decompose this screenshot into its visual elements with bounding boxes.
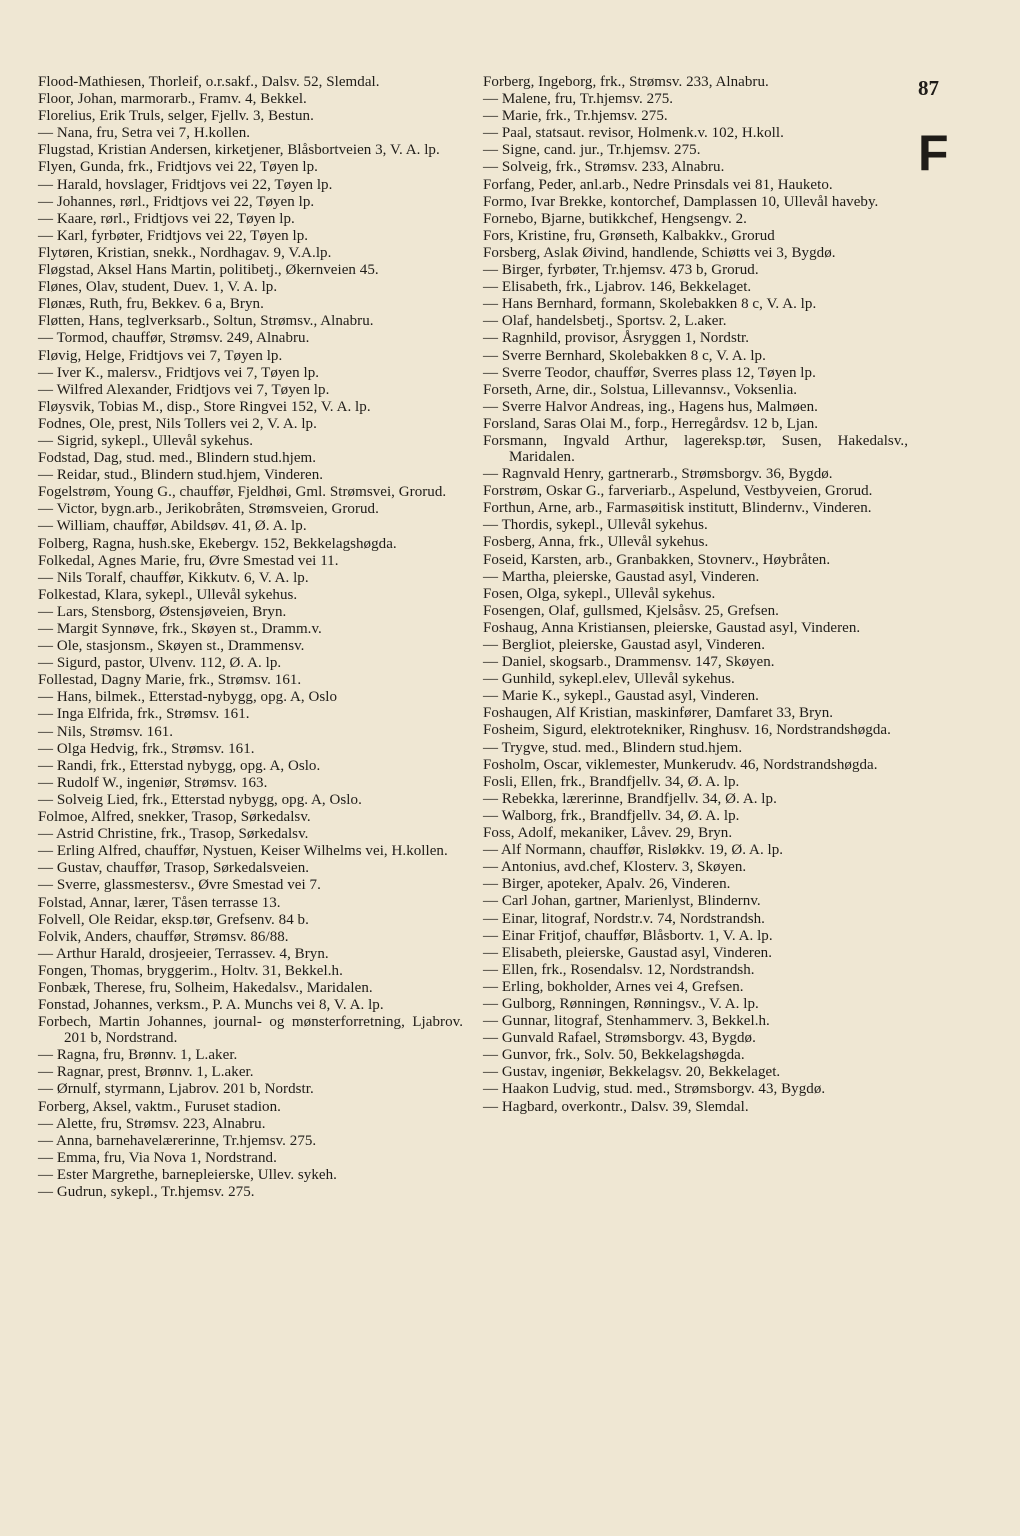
directory-entry: Forsland, Saras Olai M., forp., Herregårdsv. 12 b, Ljan. <box>483 415 819 432</box>
directory-entry: Folmoe, Alfred, snekker, Trasop, Sørkedalsv. <box>38 809 311 826</box>
directory-entry: — Signe, cand. jur., Tr.hjemsv. 275. <box>483 142 701 159</box>
directory-entry: — Walborg, frk., Brandfjellv. 34, Ø. A. lp. <box>483 807 740 824</box>
directory-entry: Flytøren, Kristian, snekk., Nordhagav. 9, V.A.lp. <box>38 244 332 261</box>
directory-entry: — Ragnar, prest, Brønnv. 1, L.aker. <box>38 1064 254 1081</box>
directory-entry: Fonstad, Johannes, verksm., P. A. Munchs vei 8, V. A. lp. <box>38 997 384 1014</box>
directory-entry: Flønes, Olav, student, Duev. 1, V. A. lp. <box>38 279 278 296</box>
directory-entry: — Emma, fru, Via Nova 1, Nordstrand. <box>38 1149 277 1166</box>
directory-entry: — Randi, frk., Etterstad nybygg, opg. A, Oslo. <box>38 757 321 774</box>
directory-entry: — Alette, fru, Strømsv. 223, Alnabru. <box>38 1115 266 1132</box>
directory-entry: — Einar, litograf, Nordstr.v. 74, Nordstrandsh. <box>483 910 765 927</box>
directory-entry: Formo, Ivar Brekke, kontorchef, Damplassen 10, Ullevål haveby. <box>483 193 879 210</box>
directory-entry: — Karl, fyrbøter, Fridtjovs vei 22, Tøyen lp. <box>38 227 309 244</box>
directory-entry: — Johannes, rørl., Fridtjovs vei 22, Tøyen lp. <box>38 193 315 210</box>
directory-entry: — Trygve, stud. med., Blindern stud.hjem. <box>483 739 743 756</box>
directory-entry: — Birger, apoteker, Apalv. 26, Vinderen. <box>483 876 731 893</box>
directory-entry: Fosheim, Sigurd, elektrotekniker, Ringhusv. 16, Nordstrandshøgda. <box>483 722 891 739</box>
directory-entry: — Malene, fru, Tr.hjemsv. 275. <box>483 91 674 108</box>
directory-entry: — Erling Alfred, chauffør, Nystuen, Keiser Wilhelms vei, H.kollen. <box>38 843 448 860</box>
directory-entry: Forberg, Ingeborg, frk., Strømsv. 233, Alnabru. <box>483 74 769 90</box>
directory-entry: — Sverre Bernhard, Skolebakken 8 c, V. A. lp. <box>483 347 766 364</box>
directory-entry: — Gunhild, sykepl.elev, Ullevål sykehus. <box>483 671 735 688</box>
directory-entry: — Tormod, chauffør, Strømsv. 249, Alnabru. <box>38 330 310 347</box>
directory-entry: — Ragna, fru, Brønnv. 1, L.aker. <box>38 1047 238 1064</box>
directory-entry: — Bergliot, pleierske, Gaustad asyl, Vinderen. <box>483 637 766 653</box>
directory-entry: — Iver K., malersv., Fridtjovs vei 7, Tøyen lp. <box>38 364 320 381</box>
directory-entry: Folvell, Ole Reidar, eksp.tør, Grefsenv. 84 b. <box>38 911 309 928</box>
directory-entry: — Kaare, rørl., Fridtjovs vei 22, Tøyen lp. <box>38 210 295 227</box>
directory-entry: — Gudrun, sykepl., Tr.hjemsv. 275. <box>38 1184 255 1200</box>
directory-entry: Fonbæk, Therese, fru, Solheim, Hakedalsv., Maridalen. <box>38 979 373 996</box>
directory-entry: — Ellen, frk., Rosendalsv. 12, Nordstrandsh. <box>483 961 755 978</box>
directory-entry: — Gustav, ingeniør, Bekkelagsv. 20, Bekkelaget. <box>483 1064 781 1081</box>
directory-entry: Fosengen, Olaf, gullsmed, Kjelsåsv. 25, Grefsen. <box>483 602 779 619</box>
directory-entry: Fodstad, Dag, stud. med., Blindern stud.hjem. <box>38 450 317 467</box>
directory-entry: — Harald, hovslager, Fridtjovs vei 22, Tøyen lp. <box>38 176 333 193</box>
directory-entry: Fløgstad, Aksel Hans Martin, politibetj., Økernveien 45. <box>38 262 379 279</box>
page-number: 87 <box>918 76 939 100</box>
directory-entry: — Gunnar, litograf, Stenhammerv. 3, Bekkel.h. <box>483 1013 770 1030</box>
directory-entry: — Solveig, frk., Strømsv. 233, Alnabru. <box>483 159 725 176</box>
directory-entry: — Astrid Christine, frk., Trasop, Sørkedalsv. <box>38 826 309 843</box>
directory-entry: — Anna, barnehavelærerinne, Tr.hjemsv. 275. <box>38 1132 317 1149</box>
right-column <box>483 74 908 1116</box>
directory-entry: — Ester Margrethe, barnepleierske, Ullev. sykeh. <box>38 1166 337 1183</box>
directory-entry: Flyen, Gunda, frk., Fridtjovs vei 22, Tøyen lp. <box>38 159 318 176</box>
directory-entry: — Elisabeth, pleierske, Gaustad asyl, Vinderen. <box>483 944 773 961</box>
directory-entry: — Marie K., sykepl., Gaustad asyl, Vinderen. <box>483 688 759 705</box>
directory-entry: Fornebo, Bjarne, butikkchef, Hengsengv. 2. <box>483 210 747 227</box>
directory-entry: Flood-Mathiesen, Thorleif, o.r.sakf., Dalsv. 52, Slemdal. <box>38 74 380 90</box>
directory-entry: — Ragnhild, provisor, Åsryggen 1, Nordstr. <box>483 330 750 347</box>
directory-entry: — Marie, frk., Tr.hjemsv. 275. <box>483 108 668 125</box>
directory-entry: — Gulborg, Rønningen, Rønningsv., V. A. lp. <box>483 995 759 1012</box>
directory-entry: Fogelstrøm, Young G., chauffør, Fjeldhøi, Gml. Strømsvei, Grorud. <box>38 484 447 501</box>
directory-entry: — Sverre, glassmestersv., Øvre Smestad vei 7. <box>38 877 321 894</box>
directory-entry: Forbech, Martin Johannes, journal- og mønsterforretning, Ljabrov. 201 b, Nordstrand. <box>38 1014 463 1047</box>
directory-entry: — Nils, Strømsv. 161. <box>38 723 174 740</box>
directory-entry: — Martha, pleierske, Gaustad asyl, Vinderen. <box>483 568 760 585</box>
directory-entry: — Antonius, avd.chef, Klosterv. 3, Skøyen. <box>483 859 747 876</box>
directory-entry: — Olaf, handelsbetj., Sportsv. 2, L.aker. <box>483 313 727 330</box>
directory-entry: — Gunvald Rafael, Strømsborgv. 43, Bygdø. <box>483 1030 756 1047</box>
directory-entry: — Ragnvald Henry, gartnerarb., Strømsborgv. 36, Bygdø. <box>483 466 833 483</box>
directory-entry: — Lars, Stensborg, Østensjøveien, Bryn. <box>38 603 287 620</box>
directory-entry: Fosholm, Oscar, viklemester, Munkerudv. 46, Nordstrandshøgda. <box>483 756 878 773</box>
directory-entry: — Hagbard, overkontr., Dalsv. 39, Slemdal. <box>483 1098 749 1115</box>
directory-entry: — William, chauffør, Abildsøv. 41, Ø. A. lp. <box>38 518 307 535</box>
directory-entry: Forfang, Peder, anl.arb., Nedre Prinsdals vei 81, Hauketo. <box>483 176 833 193</box>
directory-entry: — Gunvor, frk., Solv. 50, Bekkelagshøgda. <box>483 1047 745 1064</box>
directory-entry: Folvik, Anders, chauffør, Strømsv. 86/88. <box>38 928 289 945</box>
directory-entry: Fodnes, Ole, prest, Nils Tollers vei 2, V. A. lp. <box>38 415 317 432</box>
directory-entry: Floor, Johan, marmorarb., Framv. 4, Bekkel. <box>38 91 307 108</box>
directory-entry: — Sigrid, sykepl., Ullevål sykehus. <box>38 432 254 449</box>
directory-entry: — Olga Hedvig, frk., Strømsv. 161. <box>38 740 255 757</box>
directory-entry: — Ørnulf, styrmann, Ljabrov. 201 b, Nordstr. <box>38 1081 314 1098</box>
directory-entry: — Hans, bilmek., Etterstad-nybygg, opg. A, Oslo <box>38 689 337 706</box>
directory-entry: — Nana, fru, Setra vei 7, H.kollen. <box>38 125 251 142</box>
directory-entry: — Sverre Teodor, chauffør, Sverres plass 12, Tøyen lp. <box>483 364 816 381</box>
directory-entry: — Sverre Halvor Andreas, ing., Hagens hus, Malmøen. <box>483 398 818 415</box>
directory-entry: — Wilfred Alexander, Fridtjovs vei 7, Tøyen lp. <box>38 381 330 398</box>
directory-entry: Fosen, Olga, sykepl., Ullevål sykehus. <box>483 585 716 602</box>
directory-entry: — Thordis, sykepl., Ullevål sykehus. <box>483 517 708 534</box>
directory-entry: — Elisabeth, frk., Ljabrov. 146, Bekkelaget. <box>483 279 752 296</box>
directory-entry: Fløvig, Helge, Fridtjovs vei 7, Tøyen lp. <box>38 347 283 364</box>
directory-entry: Fløtten, Hans, teglverksarb., Soltun, Strømsv., Alnabru. <box>38 313 374 330</box>
directory-entry: Forsberg, Aslak Øivind, handlende, Schiøtts vei 3, Bygdø. <box>483 244 836 261</box>
directory-entry: — Einar Fritjof, chauffør, Blåsbortv. 1, V. A. lp. <box>483 927 773 944</box>
directory-entry: Folstad, Annar, lærer, Tåsen terrasse 13. <box>38 894 281 911</box>
directory-entry: — Ole, stasjonsm., Skøyen st., Drammensv. <box>38 638 305 655</box>
directory-entry: — Margit Synnøve, frk., Skøyen st., Dramm.v. <box>38 621 322 637</box>
directory-entry: — Victor, bygn.arb., Jerikobråten, Strømsveien, Grorud. <box>38 501 379 518</box>
directory-entry: — Daniel, skogsarb., Drammensv. 147, Skøyen. <box>483 654 775 671</box>
directory-entry: — Birger, fyrbøter, Tr.hjemsv. 473 b, Grorud. <box>483 262 759 279</box>
directory-entry: Forstrøm, Oskar G., farveriarb., Aspelund, Vestbyveien, Grorud. <box>483 483 873 500</box>
directory-entry: Folkestad, Klara, sykepl., Ullevål sykehus. <box>38 586 298 603</box>
directory-entry: Fløysvik, Tobias M., disp., Store Ringvei 152, V. A. lp. <box>38 398 371 415</box>
directory-entry: — Arthur Harald, drosjeeier, Terrassev. 4, Bryn. <box>38 945 329 962</box>
directory-entry: — Sigurd, pastor, Ulvenv. 112, Ø. A. lp. <box>38 655 282 672</box>
directory-entry: Forberg, Aksel, vaktm., Furuset stadion. <box>38 1098 281 1115</box>
directory-entry: — Solveig Lied, frk., Etterstad nybygg, opg. A, Oslo. <box>38 791 362 808</box>
directory-entry: Folberg, Ragna, hush.ske, Ekebergv. 152, Bekkelagshøgda. <box>38 535 397 552</box>
directory-entry: Fosli, Ellen, frk., Brandfjellv. 34, Ø. A. lp. <box>483 773 740 790</box>
directory-entry: — Haakon Ludvig, stud. med., Strømsborgv. 43, Bygdø. <box>483 1081 826 1098</box>
directory-entry: — Nils Toralf, chauffør, Kikkutv. 6, V. A. lp. <box>38 569 309 586</box>
directory-entry: Florelius, Erik Truls, selger, Fjellv. 3, Bestun. <box>38 108 314 125</box>
directory-entry: — Erling, bokholder, Arnes vei 4, Grefsen. <box>483 978 744 995</box>
directory-entry: Flønæs, Ruth, fru, Bekkev. 6 a, Bryn. <box>38 296 264 313</box>
directory-entry: — Rebekka, lærerinne, Brandfjellv. 34, Ø. A. lp. <box>483 790 777 807</box>
directory-entry: — Reidar, stud., Blindern stud.hjem, Vinderen. <box>38 467 324 484</box>
directory-entry: Fongen, Thomas, bryggerim., Holtv. 31, Bekkel.h. <box>38 962 343 979</box>
directory-entry: — Hans Bernhard, formann, Skolebakken 8 c, V. A. lp. <box>483 296 817 313</box>
directory-entry: Foss, Adolf, mekaniker, Låvev. 29, Bryn. <box>483 825 733 842</box>
directory-entry: — Inga Elfrida, frk., Strømsv. 161. <box>38 706 250 723</box>
directory-entry: Foshaug, Anna Kristiansen, pleierske, Gaustad asyl, Vinderen. <box>483 619 861 636</box>
directory-entry: Fosberg, Anna, frk., Ullevål sykehus. <box>483 534 709 551</box>
directory-entry: — Carl Johan, gartner, Marienlyst, Blindernv. <box>483 893 761 910</box>
directory-entry: Flugstad, Kristian Andersen, kirketjener, Blåsbortveien 3, V. A. lp. <box>38 142 440 159</box>
directory-entry: Folkedal, Agnes Marie, fru, Øvre Smestad vei 11. <box>38 552 339 569</box>
directory-entry: Foshaugen, Alf Kristian, maskinfører, Damfaret 33, Bryn. <box>483 705 834 722</box>
directory-entry: — Alf Normann, chauffør, Risløkkv. 19, Ø. A. lp. <box>483 842 784 859</box>
directory-entry: Forseth, Arne, dir., Solstua, Lillevannsv., Voksenlia. <box>483 381 798 398</box>
directory-entry: — Rudolf W., ingeniør, Strømsv. 163. <box>38 774 268 791</box>
directory-entry: Fors, Kristine, fru, Grønseth, Kalbakkv., Grorud <box>483 227 775 244</box>
directory-entry: Foseid, Karsten, arb., Granbakken, Stovnerv., Høybråten. <box>483 551 831 568</box>
directory-entry: Forthun, Arne, arb., Farmasøitisk institutt, Blindernv., Vinderen. <box>483 500 872 517</box>
section-letter: F <box>918 125 949 181</box>
left-column <box>38 74 463 1201</box>
directory-entry: — Paal, statsaut. revisor, Holmenk.v. 102, H.koll. <box>483 125 784 142</box>
directory-entry: — Gustav, chauffør, Trasop, Sørkedalsveien. <box>38 860 310 877</box>
directory-entry: Forsmann, Ingvald Arthur, lagereksp.tør, Susen, Hakedalsv., Maridalen. <box>483 432 908 465</box>
directory-entry: Follestad, Dagny Marie, frk., Strømsv. 161. <box>38 672 302 689</box>
